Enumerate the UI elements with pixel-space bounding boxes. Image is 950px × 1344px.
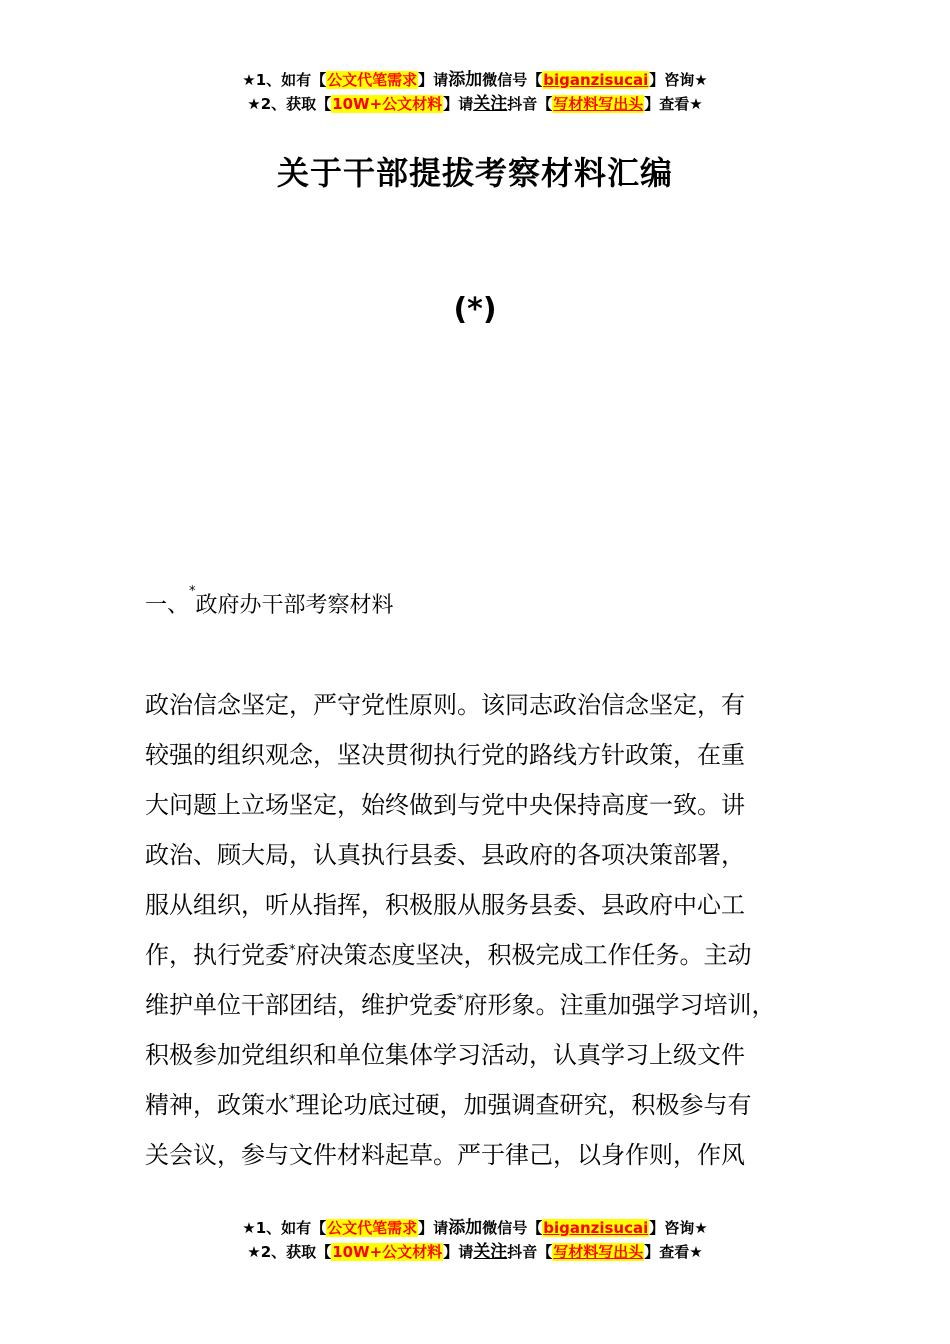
promo-text: 】请 bbox=[418, 1219, 449, 1237]
document-title: 关于干部提拔考察材料汇编 bbox=[276, 154, 673, 192]
promo-highlight: 公文代笔需求 bbox=[327, 71, 418, 89]
promo-text: 抖音【 bbox=[507, 1243, 553, 1261]
promo-text: 】请 bbox=[443, 1243, 474, 1261]
body-line: 积极参加党组织和单位集体学习活动，认真学习上级文件 bbox=[145, 1041, 745, 1069]
promo-text: 】咨询★ bbox=[649, 71, 708, 89]
promo-douyin-id: 写材料写出头 bbox=[553, 95, 644, 113]
promo-text: 关注 bbox=[473, 94, 508, 114]
body-line: 政治、顾大局，认真执行县委、县政府的各项决策部署， bbox=[145, 841, 745, 869]
body-line: 作，执行党委*府决策态度坚决，积极完成工作任务。主动 bbox=[145, 941, 752, 969]
body-line: 政治信念坚定，严守党性原则。该同志政治信念坚定，有 bbox=[145, 691, 745, 719]
promo-wechat-id: biganzisucai bbox=[543, 1219, 649, 1237]
header-promo bbox=[0, 68, 950, 116]
promo-text: ★1、如有【 bbox=[242, 1219, 327, 1237]
document-subtitle: (*) bbox=[453, 292, 497, 327]
promo-wechat-id: biganzisucai bbox=[543, 71, 649, 89]
promo-douyin-id: 写材料写出头 bbox=[553, 1243, 644, 1261]
promo-text: 】请 bbox=[418, 71, 449, 89]
promo-highlight: 10W+公文材料 bbox=[332, 95, 443, 113]
promo-text: ★2、获取【 bbox=[247, 1243, 332, 1261]
promo-text: 微信号【 bbox=[482, 1219, 543, 1237]
promo-text: 】咨询★ bbox=[649, 1219, 708, 1237]
body-line: 精神，政策水*理论功底过硬，加强调查研究，积极参与有 bbox=[145, 1091, 752, 1119]
promo-line-2 bbox=[0, 92, 950, 116]
promo-text: 微信号【 bbox=[482, 71, 543, 89]
promo-text: ★2、获取【 bbox=[247, 95, 332, 113]
promo-text: 抖音【 bbox=[507, 95, 553, 113]
promo-line-1 bbox=[0, 1216, 950, 1240]
promo-text: 添加 bbox=[448, 70, 483, 90]
section-heading: 一、*政府办干部考察材料 bbox=[145, 584, 394, 618]
body-line: 关会议，参与文件材料起草。严于律己，以身作则，作风 bbox=[145, 1141, 745, 1169]
promo-line-2 bbox=[0, 1240, 950, 1264]
footer-promo bbox=[0, 1216, 950, 1264]
promo-highlight: 公文代笔需求 bbox=[327, 1219, 418, 1237]
promo-line-1 bbox=[0, 68, 950, 92]
body-line: 大问题上立场坚定，始终做到与党中央保持高度一致。讲 bbox=[145, 791, 745, 819]
promo-text: 添加 bbox=[448, 1218, 483, 1238]
promo-text: 关注 bbox=[473, 1242, 508, 1262]
promo-text: 】查看★ bbox=[644, 1243, 703, 1261]
body-line: 服从组织，听从指挥，积极服从服务县委、县政府中心工 bbox=[145, 891, 745, 919]
body-line: 维护单位干部团结，维护党委*府形象。注重加强学习培训， bbox=[145, 991, 776, 1019]
body-paragraph bbox=[145, 680, 835, 1180]
body-line: 较强的组织观念，坚决贯彻执行党的路线方针政策，在重 bbox=[145, 741, 745, 769]
promo-text: ★1、如有【 bbox=[242, 71, 327, 89]
promo-text: 】请 bbox=[443, 95, 474, 113]
promo-text: 】查看★ bbox=[644, 95, 703, 113]
promo-highlight: 10W+公文材料 bbox=[332, 1243, 443, 1261]
